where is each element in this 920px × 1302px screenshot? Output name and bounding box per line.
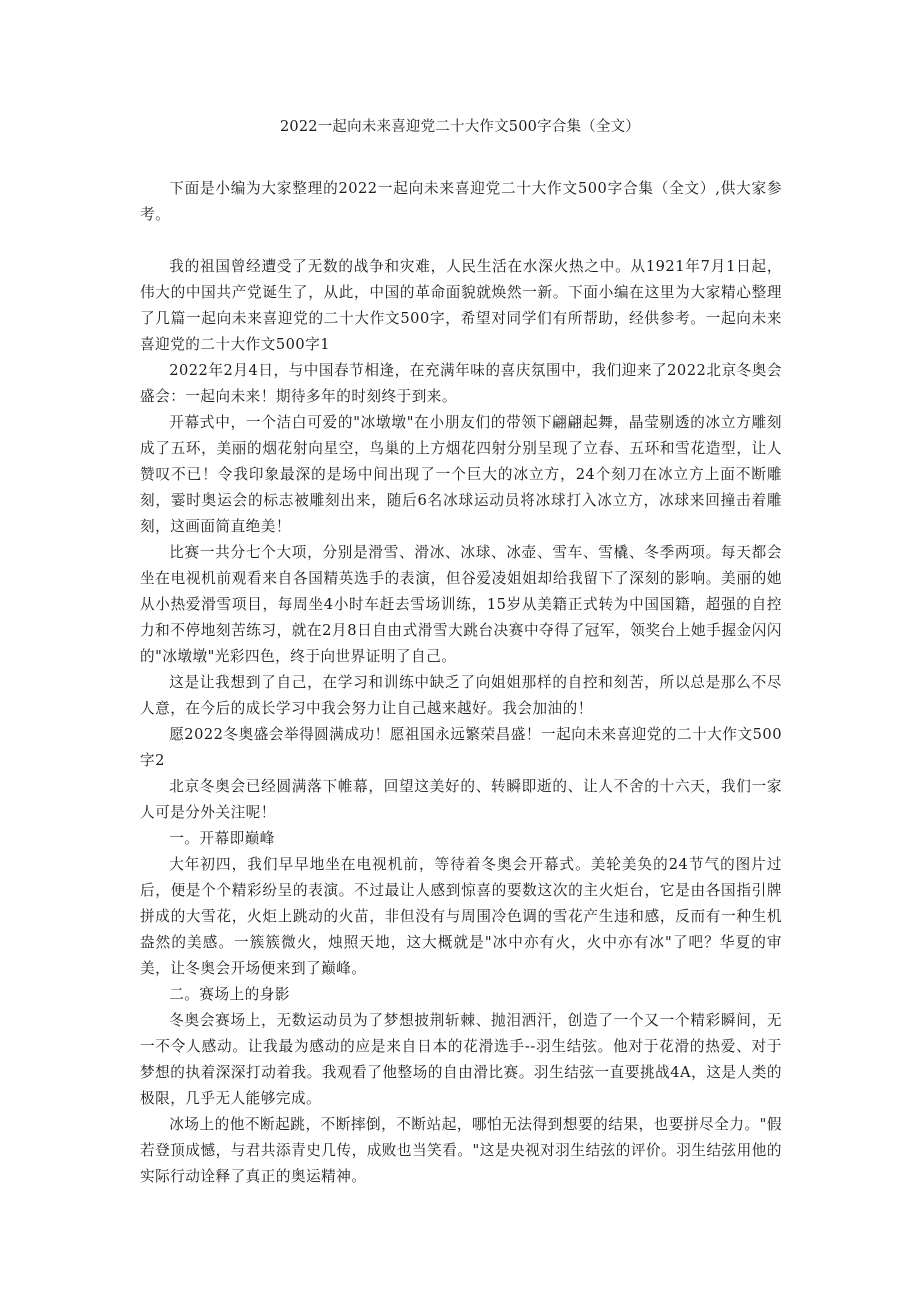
body-paragraph: 2022年2月4日，与中国春节相逢，在充满年味的喜庆氛围中，我们迎来了2022北京冬奥会盛会：一起向未来！期待多年的时刻终于到来。 bbox=[140, 362, 782, 405]
document-body bbox=[140, 176, 782, 1190]
intro-paragraph: 下面是小编为大家整理的2022一起向未来喜迎党二十大作文500字合集（全文）,供大家参考。 bbox=[140, 180, 782, 223]
body-paragraph: 开幕式中，一个洁白可爱的"冰墩墩"在小朋友们的带领下翩翩起舞，晶莹剔透的冰立方雕刻成了五环，美丽的烟花射向星空，鸟巢的上方烟花四射分别呈现了立春、五环和雪花造型，让人赞叹不已！令我印象最深的是场中间出现了一个巨大的冰立方，24个刻刀在冰立方上面不断雕刻，霎时奥运会的标志被雕刻出来，随后6名冰球运动员将冰球打入冰立方，冰球来回撞击着雕刻，这画面简直绝美！ bbox=[140, 414, 782, 535]
body-paragraph: 我的祖国曾经遭受了无数的战争和灾难，人民生活在水深火热之中。从1921年7月1日起，伟大的中国共产党诞生了，从此，中国的革命面貌就焕然一新。下面小编在这里为大家精心整理了几篇一起向未来喜迎党的二十大作文500字，希望对同学们有所帮助，经供参考。一起向未来喜迎党的二十大作文500字1 bbox=[140, 258, 782, 353]
document-title: 2022一起向未来喜迎党二十大作文500字合集（全文） bbox=[280, 119, 640, 135]
section-heading: 一。开幕即巅峰 bbox=[169, 830, 275, 847]
body-paragraph: 这是让我想到了自己，在学习和训练中缺乏了向姐姐那样的自控和刻苦，所以总是那么不尽人意，在今后的成长学习中我会努力让自己越来越好。我会加油的！ bbox=[140, 674, 782, 717]
body-paragraph: 冰场上的他不断起跳，不断摔倒，不断站起，哪怕无法得到想要的结果，也要拼尽全力。"假若登顶成憾，与君共添青史几传，成败也当笑看。"这是央视对羽生结弦的评价。羽生结弦用他的实际行动诠释了真正的奥运精神。 bbox=[140, 1116, 782, 1185]
section-heading: 二。赛场上的身影 bbox=[169, 986, 290, 1003]
body-paragraph: 比赛一共分七个大项，分别是滑雪、滑冰、冰球、冰壶、雪车、雪橇、冬季两项。每天都会坐在电视机前观看来自各国精英选手的表演，但谷爱凌姐姐却给我留下了深刻的影响。美丽的她从小热爱滑雪项目，每周坐4小时车赶去雪场训练，15岁从美籍正式转为中国国籍，超强的自控力和不停地刻苦练习，就在2月8日自由式滑雪大跳台决赛中夺得了冠军，领奖台上她手握金闪闪的"冰墩墩"光彩四色，终于向世界证明了自己。 bbox=[140, 544, 782, 665]
body-paragraph: 北京冬奥会已经圆满落下帷幕，回望这美好的、转瞬即逝的、让人不舍的十六天，我们一家人可是分外关注呢！ bbox=[140, 778, 782, 821]
body-paragraph: 大年初四，我们早早地坐在电视机前，等待着冬奥会开幕式。美轮美奂的24节气的图片过后，便是个个精彩纷呈的表演。不过最让人感到惊喜的要数这次的主火炬台，它是由各国指引牌拼成的大雪花，火炬上跳动的火苗，非但没有与周围冷色调的雪花产生违和感，反而有一种生机盎然的美感。一簇簇微火，烛照天地，这大概就是"冰中亦有火，火中亦有冰"了吧？华夏的审美，让冬奥会开场便来到了巅峰。 bbox=[140, 856, 782, 977]
body-paragraph: 愿2022冬奥盛会举得圆满成功！愿祖国永远繁荣昌盛！一起向未来喜迎党的二十大作文500字2 bbox=[140, 726, 782, 769]
body-paragraph: 冬奥会赛场上，无数运动员为了梦想披荆斩棘、抛泪洒汗，创造了一个又一个精彩瞬间，无一不令人感动。让我最为感动的应是来自日本的花滑选手--羽生结弦。他对于花滑的热爱、对于梦想的执着深深打动着我。我观看了他整场的自由滑比赛。羽生结弦一直要挑战4A，这是人类的极限，几乎无人能够完成。 bbox=[140, 1012, 782, 1107]
